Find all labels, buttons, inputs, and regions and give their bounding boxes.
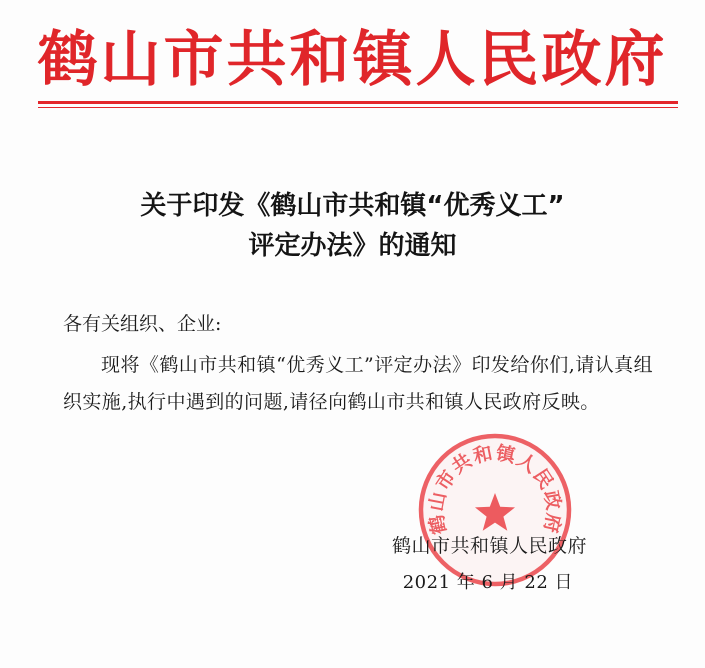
masthead-rule-thin — [38, 107, 678, 108]
masthead-title: 鹤山市共和镇人民政府 — [37, 25, 668, 95]
notice-title-line2: 评定办法》的通知 — [248, 231, 457, 261]
notice-title-line1: 关于印发《鹤山市共和镇“优秀义工” — [140, 191, 565, 221]
official-seal — [415, 430, 575, 590]
signature-date: 2021 年 6 月 22 日 — [402, 572, 573, 593]
signature-org: 鹤山市共和镇人民政府 — [391, 535, 587, 557]
body-paragraph: 现将《鹤山市共和镇“优秀义工”评定办法》印发给你们,请认真组织实施,执行中遇到的问题,请径向鹤山市共和镇人民政府反映。 — [63, 354, 653, 413]
masthead-rule-thick — [38, 101, 678, 104]
salutation: 各有关组织、企业: — [63, 313, 222, 335]
svg-text:鹤山市共和镇人民政府: 鹤山市共和镇人民政府 — [425, 442, 565, 537]
